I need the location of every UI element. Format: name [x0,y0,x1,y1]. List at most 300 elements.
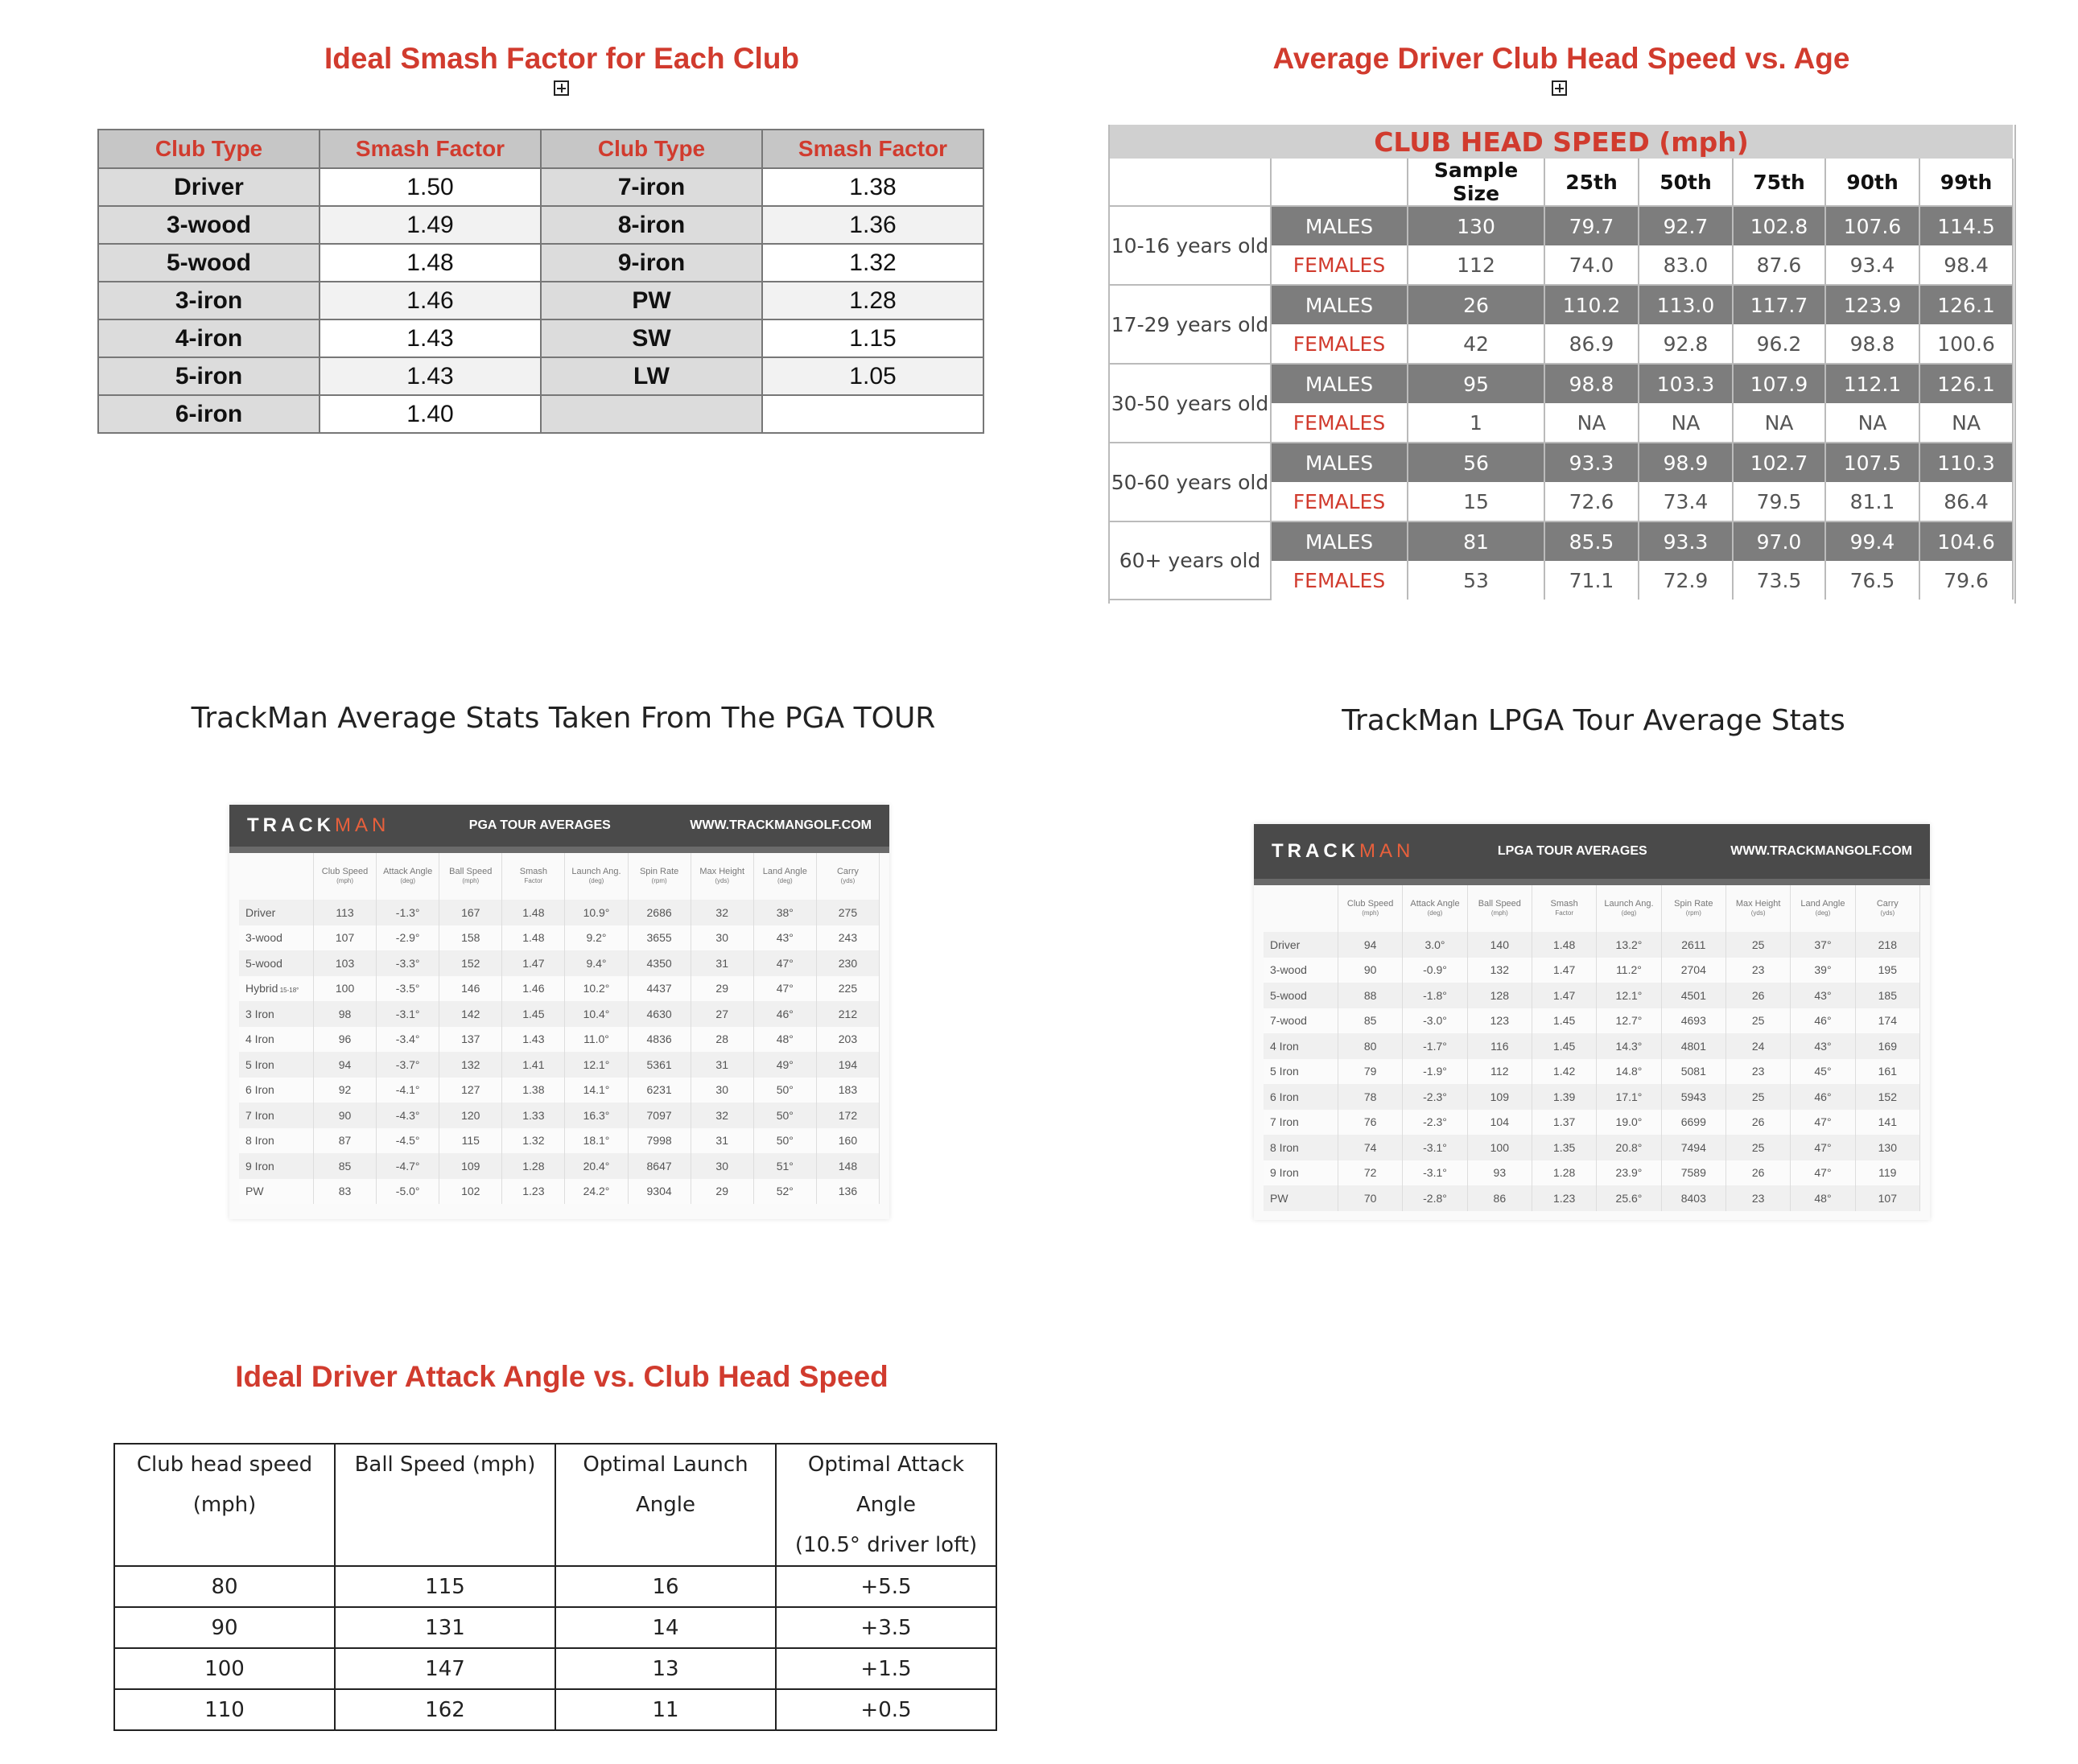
value-cell: 1.35 [1532,1135,1596,1160]
table-row [239,1153,880,1179]
value-cell: 110.3 [1919,443,2013,482]
club-label: 7-wood [1264,1008,1338,1034]
club-cell: Driver [98,168,320,206]
column-header: Land Angle (deg) [1791,885,1855,932]
pga-card [229,805,889,1219]
value-cell: 183 [816,1078,879,1103]
value-cell: 2704 [1661,958,1725,983]
blank-header [239,853,314,900]
value-cell: 10.9° [565,900,628,925]
headspeed-table [1110,125,2014,600]
club-label: PW [239,1179,314,1205]
value-cell: 37° [1791,932,1855,958]
value-cell: 27 [691,1001,753,1027]
value-cell: 47° [1791,1135,1855,1160]
value-cell: 79 [1338,1059,1403,1085]
table-row [239,950,880,976]
value-cell: 29 [691,1179,753,1205]
value-cell: 1.43 [320,319,541,357]
table-row [1264,983,1920,1008]
value-cell: 47° [1791,1160,1855,1186]
value-cell: 126.1 [1919,364,2013,403]
value-cell: 28 [691,1027,753,1053]
table-row [1264,1185,1920,1211]
value-cell [762,395,983,433]
value-cell: 23.9° [1597,1160,1661,1186]
club-label: 4 Iron [1264,1033,1338,1059]
column-header: Launch Ang. (deg) [1597,885,1661,932]
value-cell: 86.4 [1919,482,2013,521]
gender-label: FEMALES [1271,245,1408,285]
trackman-header [1254,824,1930,885]
value-cell: 1.45 [1532,1008,1596,1034]
column-header: Club Type [541,130,762,168]
value-cell: 1.45 [1532,1033,1596,1059]
value-cell: 30 [691,925,753,951]
value-cell: 4801 [1661,1033,1725,1059]
value-cell: 1.38 [502,1078,565,1103]
value-cell: 12.1° [1597,983,1661,1008]
column-header: Smash Factor [1532,885,1596,932]
gender-label: FEMALES [1271,403,1408,443]
club-cell: 9-iron [541,244,762,282]
table-row [1264,1110,1920,1135]
expand-icon[interactable] [1552,80,1567,96]
club-label: 3 Iron [239,1001,314,1027]
table-row [98,319,983,357]
value-cell: 24 [1725,1033,1790,1059]
value-cell: 92 [314,1078,377,1103]
value-cell: 92.7 [1639,206,1733,245]
club-label: 4 Iron [239,1027,314,1053]
value-cell: 14.3° [1597,1033,1661,1059]
value-cell: 117.7 [1733,285,1825,324]
value-cell: 1.47 [502,950,565,976]
value-cell: 97.0 [1733,521,1825,561]
value-cell: -1.9° [1403,1059,1467,1085]
table-row [239,1052,880,1078]
value-cell: 1.43 [320,357,541,395]
column-header: Ball Speed (mph) [1467,885,1532,932]
value-cell: 14.1° [565,1078,628,1103]
value-cell: 29 [691,976,753,1002]
value-cell: 114.5 [1919,206,2013,245]
value-cell: 46° [1791,1008,1855,1034]
value-cell: 160 [816,1128,879,1154]
value-cell: 25.6° [1597,1185,1661,1211]
value-cell: 2686 [628,900,691,925]
value-cell: 51° [753,1153,816,1179]
table-row [1110,521,2013,561]
column-header: Club head speed (mph) [114,1444,335,1566]
value-cell: 17.1° [1597,1084,1661,1110]
value-cell: 1.43 [502,1027,565,1053]
value-cell: 72.9 [1639,561,1733,600]
value-cell: 3655 [628,925,691,951]
value-cell: 185 [1855,983,1919,1008]
club-label: 3-wood [1264,958,1338,983]
club-cell: 5-iron [98,357,320,395]
value-cell: 1.48 [502,925,565,951]
value-cell: 100 [314,976,377,1002]
value-cell: 1.48 [320,244,541,282]
value-cell: -4.3° [377,1102,439,1128]
club-label: 6 Iron [1264,1084,1338,1110]
trackman-url[interactable]: WWW.TRACKMANGOLF.COM [1730,844,1912,858]
value-cell: 30 [691,1153,753,1179]
value-cell: 127 [439,1078,502,1103]
value-cell: 158 [439,925,502,951]
value-cell: 4437 [628,976,691,1002]
club-label: Driver [1264,932,1338,958]
value-cell: 93.4 [1825,245,1919,285]
trackman-url[interactable]: WWW.TRACKMANGOLF.COM [690,818,872,832]
value-cell: 1.28 [502,1153,565,1179]
value-cell: 169 [1855,1033,1919,1059]
column-header: Max Height (yds) [1725,885,1790,932]
value-cell: 112.1 [1825,364,1919,403]
value-cell: 4350 [628,950,691,976]
club-cell: 8-iron [541,206,762,244]
value-cell: 9.4° [565,950,628,976]
column-header: Spin Rate (rpm) [628,853,691,900]
value-cell: 212 [816,1001,879,1027]
value-cell: 130 [1408,206,1544,245]
club-cell [541,395,762,433]
value-cell: 8647 [628,1153,691,1179]
value-cell: 70 [1338,1185,1403,1211]
value-cell: 48° [753,1027,816,1053]
value-cell: 102 [439,1179,502,1205]
value-cell: 50° [753,1102,816,1128]
value-cell: 1.47 [1532,958,1596,983]
headspeed-panel [1108,125,2016,604]
club-label: 5-wood [1264,983,1338,1008]
value-cell: 23 [1725,958,1790,983]
value-cell: 112 [1467,1059,1532,1085]
club-cell: 3-wood [98,206,320,244]
value-cell: 1.49 [320,206,541,244]
age-group: 17-29 years old [1110,285,1271,364]
column-header: 75th [1733,159,1825,206]
blank-header [1264,885,1338,932]
age-group: 60+ years old [1110,521,1271,600]
value-cell: 120 [439,1102,502,1128]
value-cell: 20.4° [565,1153,628,1179]
value-cell: 1.28 [1532,1160,1596,1186]
value-cell: 103.3 [1639,364,1733,403]
value-cell: 88 [1338,983,1403,1008]
value-cell: 86 [1467,1185,1532,1211]
value-cell: 25 [1725,932,1790,958]
club-label: 9 Iron [1264,1160,1338,1186]
value-cell: 92.8 [1639,324,1733,364]
value-cell: 1.36 [762,206,983,244]
club-label: 7 Iron [239,1102,314,1128]
column-header: Launch Ang. (deg) [565,853,628,900]
value-cell: 93 [1467,1160,1532,1186]
table-row [239,900,880,925]
value-cell: 1.47 [1532,983,1596,1008]
value-cell: 109 [439,1153,502,1179]
value-cell: 26 [1725,1160,1790,1186]
headspeed-title: Average Driver Club Head Speed vs. Age [1272,42,1850,75]
value-cell: 98.9 [1639,443,1733,482]
value-cell: -2.3° [1403,1084,1467,1110]
value-cell: 11.0° [565,1027,628,1053]
value-cell: 85 [1338,1008,1403,1034]
table-row [239,1078,880,1103]
value-cell: -1.3° [377,900,439,925]
blank-header [1110,159,1271,206]
value-cell: NA [1544,403,1639,443]
value-cell: -0.9° [1403,958,1467,983]
value-cell: 80 [1338,1033,1403,1059]
value-cell: 174 [1855,1008,1919,1034]
value-cell: 107 [314,925,377,951]
age-group: 50-60 years old [1110,443,1271,521]
value-cell: 141 [1855,1110,1919,1135]
value-cell: 25 [1725,1084,1790,1110]
value-cell: 47° [1791,1110,1855,1135]
value-cell: 96 [314,1027,377,1053]
value-cell: 230 [816,950,879,976]
value-cell: 1.45 [502,1001,565,1027]
value-cell: 45° [1791,1059,1855,1085]
value-cell: 24.2° [565,1179,628,1205]
value-cell: 98.4 [1919,245,2013,285]
value-cell: 98.8 [1825,324,1919,364]
value-cell: 152 [1855,1084,1919,1110]
value-cell: 85.5 [1544,521,1639,561]
value-cell: 1.38 [762,168,983,206]
value-cell: NA [1919,403,2013,443]
value-cell: -2.9° [377,925,439,951]
value-cell: 10.2° [565,976,628,1002]
value-cell: 140 [1467,932,1532,958]
value-cell: 225 [816,976,879,1002]
club-label: 8 Iron [239,1128,314,1154]
table-row [1264,932,1920,958]
club-label: 5-wood [239,950,314,976]
value-cell: 107.9 [1733,364,1825,403]
value-cell: 81.1 [1825,482,1919,521]
lpga-stats-table [1264,885,1920,1211]
value-cell: 32 [691,1102,753,1128]
value-cell: -3.5° [377,976,439,1002]
column-header: Carry (yds) [1855,885,1919,932]
value-cell: 93.3 [1639,521,1733,561]
value-cell: 137 [439,1027,502,1053]
value-cell: 100 [1467,1135,1532,1160]
value-cell: 107.5 [1825,443,1919,482]
value-cell: 161 [1855,1059,1919,1085]
value-cell: 49° [753,1052,816,1078]
value-cell: 148 [816,1153,879,1179]
club-cell: 3-iron [98,282,320,319]
value-cell: 1.39 [1532,1084,1596,1110]
value-cell: 96.2 [1733,324,1825,364]
averages-heading: PGA TOUR AVERAGES [468,818,611,832]
value-cell: 72 [1338,1160,1403,1186]
value-cell: 43° [753,925,816,951]
table-row [98,395,983,433]
value-cell: 103 [314,950,377,976]
club-label: 5 Iron [239,1052,314,1078]
value-cell: 78 [1338,1084,1403,1110]
trackman-header [229,805,889,853]
gender-label: MALES [1271,285,1408,324]
table-row [98,244,983,282]
value-cell: 167 [439,900,502,925]
column-header: 25th [1544,159,1639,206]
value-cell: 46° [1791,1084,1855,1110]
value-cell: 218 [1855,932,1919,958]
value-cell: 123 [1467,1008,1532,1034]
value-cell: 142 [439,1001,502,1027]
expand-icon[interactable] [554,80,569,96]
value-cell: 74 [1338,1135,1403,1160]
value-cell: 90 [314,1102,377,1128]
value-cell: 9304 [628,1179,691,1205]
value-cell: 1 [1408,403,1544,443]
value-cell: 195 [1855,958,1919,983]
value-cell: -2.3° [1403,1110,1467,1135]
gender-label: FEMALES [1271,482,1408,521]
gender-label: MALES [1271,364,1408,403]
table-row [98,168,983,206]
value-cell: 1.37 [1532,1110,1596,1135]
table-row [239,1102,880,1128]
value-cell: -3.0° [1403,1008,1467,1034]
value-cell: 95 [1408,364,1544,403]
value-cell: 136 [816,1179,879,1205]
value-cell: 1.42 [1532,1059,1596,1085]
value-cell: 6231 [628,1078,691,1103]
value-cell: 275 [816,900,879,925]
table-row [98,282,983,319]
club-cell: 4-iron [98,319,320,357]
value-cell: 102.8 [1733,206,1825,245]
value-cell: 87 [314,1128,377,1154]
table-row: 110 162 11 +0.5 [114,1689,996,1730]
club-label: Driver [239,900,314,925]
table-row [98,206,983,244]
club-label: 8 Iron [1264,1135,1338,1160]
club-cell: 5-wood [98,244,320,282]
smash-title: Ideal Smash Factor for Each Club [324,42,800,75]
value-cell: 74.0 [1544,245,1639,285]
value-cell: -3.1° [377,1001,439,1027]
value-cell: 23 [1725,1059,1790,1085]
value-cell: 72.6 [1544,482,1639,521]
column-header: 99th [1919,159,2013,206]
column-header: Attack Angle (deg) [1403,885,1467,932]
value-cell: 73.5 [1733,561,1825,600]
value-cell: 20.8° [1597,1135,1661,1160]
column-header: Ball Speed (mph) [335,1444,555,1566]
table-row [1110,206,2013,245]
value-cell: 3.0° [1403,932,1467,958]
value-cell: 116 [1467,1033,1532,1059]
value-cell: 4630 [628,1001,691,1027]
value-cell: 1.40 [320,395,541,433]
value-cell: NA [1733,403,1825,443]
table-row [1264,1084,1920,1110]
value-cell: 38° [753,900,816,925]
value-cell: 76.5 [1825,561,1919,600]
value-cell: 130 [1855,1135,1919,1160]
value-cell: 128 [1467,983,1532,1008]
value-cell: 79.6 [1919,561,2013,600]
club-cell: SW [541,319,762,357]
value-cell: 50° [753,1128,816,1154]
pga-title: TrackMan Average Stats Taken From The PGA TOUR [191,702,936,735]
value-cell: 19.0° [1597,1110,1661,1135]
club-label: 3-wood [239,925,314,951]
column-header: Attack Angle (deg) [377,853,439,900]
value-cell: 7998 [628,1128,691,1154]
value-cell: 42 [1408,324,1544,364]
lpga-card [1254,824,1930,1220]
value-cell: 31 [691,950,753,976]
club-cell: 6-iron [98,395,320,433]
column-header: Ball Speed (mph) [439,853,502,900]
value-cell: 32 [691,900,753,925]
value-cell: 1.48 [1532,932,1596,958]
value-cell: -4.7° [377,1153,439,1179]
value-cell: 85 [314,1153,377,1179]
value-cell: 14.8° [1597,1059,1661,1085]
value-cell: 1.28 [762,282,983,319]
value-cell: NA [1639,403,1733,443]
table-row: 80 115 16 +5.5 [114,1566,996,1607]
table-row: 90 131 14 +3.5 [114,1607,996,1648]
value-cell: 8403 [1661,1185,1725,1211]
value-cell: 87.6 [1733,245,1825,285]
club-cell: LW [541,357,762,395]
club-cell: 7-iron [541,168,762,206]
value-cell: 123.9 [1825,285,1919,324]
banner: CLUB HEAD SPEED (mph) [1110,125,2013,159]
value-cell: 7494 [1661,1135,1725,1160]
value-cell: 50° [753,1078,816,1103]
value-cell: 7097 [628,1102,691,1128]
value-cell: 1.05 [762,357,983,395]
value-cell: 194 [816,1052,879,1078]
value-cell: 13.2° [1597,932,1661,958]
value-cell: 132 [439,1052,502,1078]
table-row [239,1001,880,1027]
club-label: 7 Iron [1264,1110,1338,1135]
value-cell: 1.32 [762,244,983,282]
value-cell: 104.6 [1919,521,2013,561]
value-cell: 1.23 [1532,1185,1596,1211]
value-cell: 146 [439,976,502,1002]
column-header: Spin Rate (rpm) [1661,885,1725,932]
value-cell: 104 [1467,1110,1532,1135]
gender-label: FEMALES [1271,561,1408,600]
value-cell: -3.7° [377,1052,439,1078]
value-cell: -2.8° [1403,1185,1467,1211]
attack-title: Ideal Driver Attack Angle vs. Club Head Speed [235,1360,889,1393]
column-header: Club Type [98,130,320,168]
club-label: 9 Iron [239,1153,314,1179]
value-cell: 107.6 [1825,206,1919,245]
value-cell: 25 [1725,1008,1790,1034]
value-cell: 100.6 [1919,324,2013,364]
age-group: 10-16 years old [1110,206,1271,285]
